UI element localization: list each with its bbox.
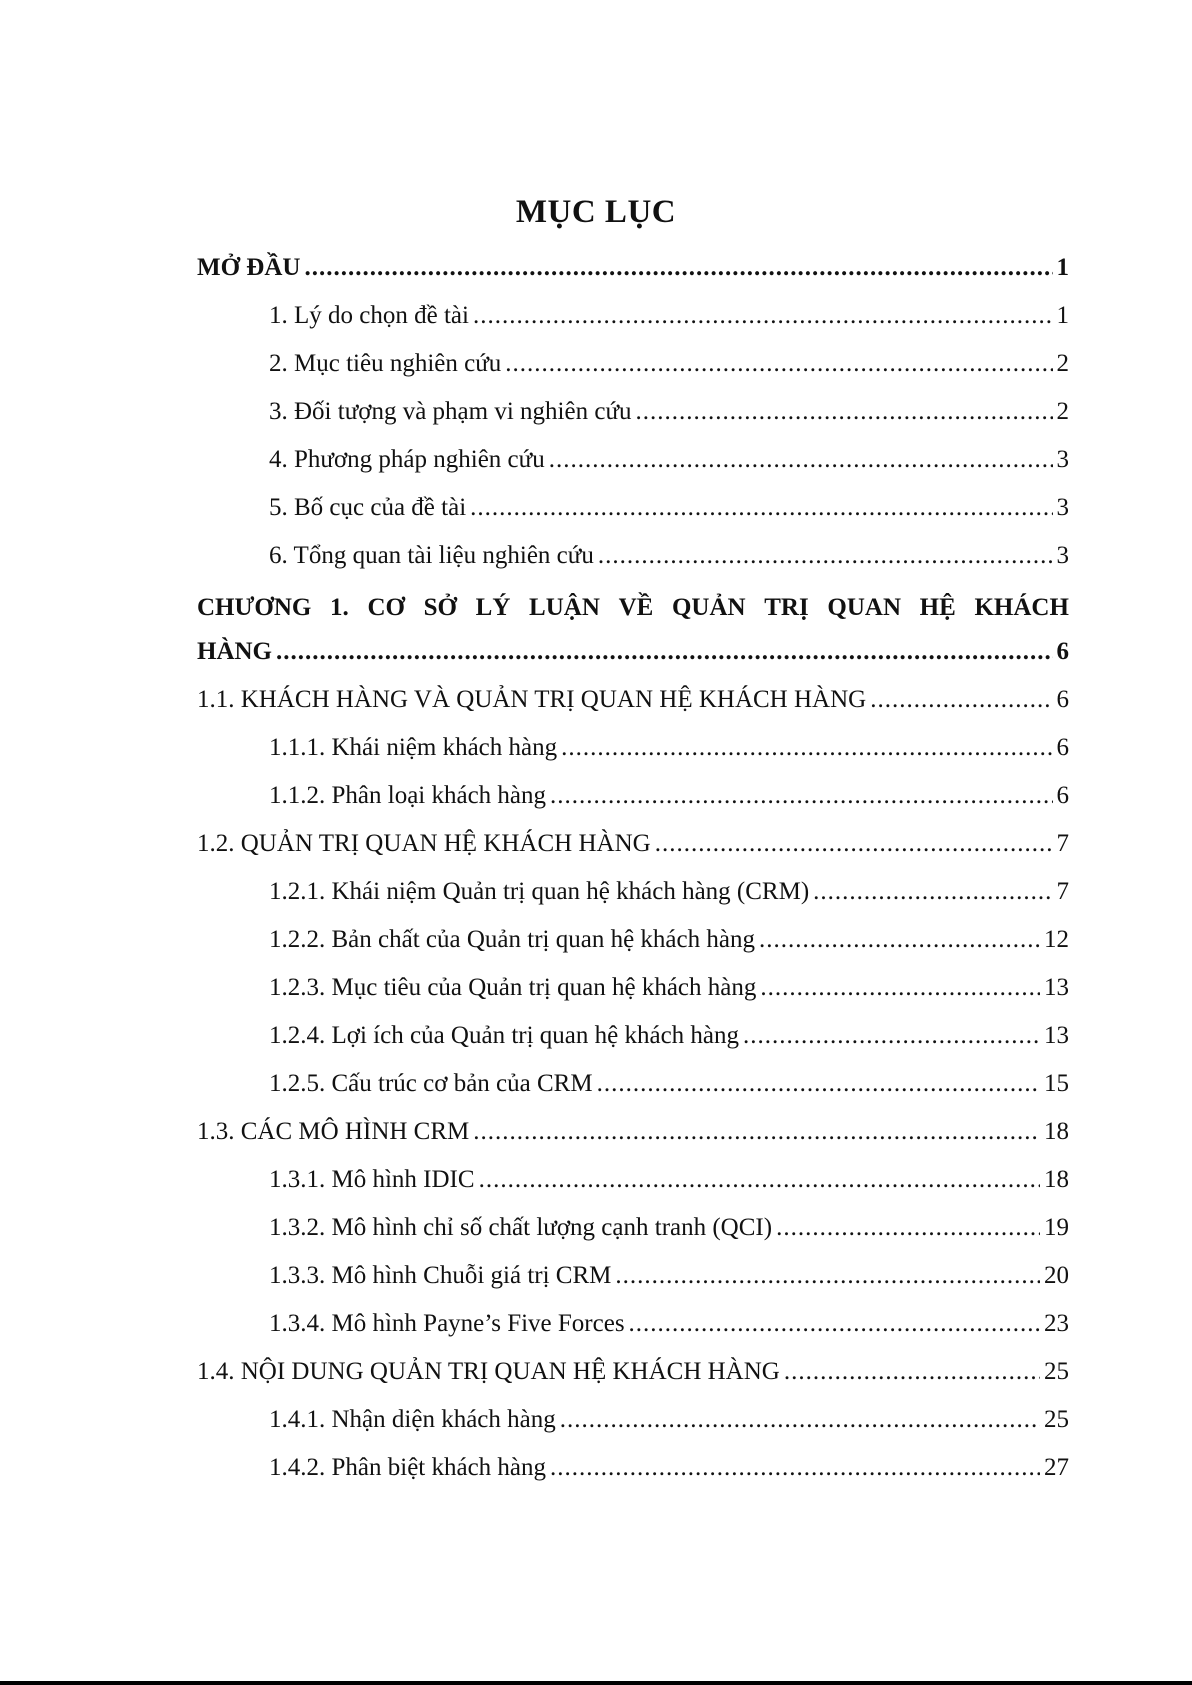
- toc-page-number: 19: [1044, 1214, 1069, 1241]
- dot-leader: [597, 1064, 1040, 1104]
- toc-entry-label: 1.3.2. Mô hình chỉ số chất lượng cạnh tranh (QCI): [269, 1214, 773, 1241]
- dot-leader: [549, 440, 1053, 480]
- chapter-title-word: LÝ: [475, 594, 511, 621]
- toc-title: MỤC LỤC: [515, 194, 677, 230]
- toc-entry[interactable]: [197, 440, 1069, 488]
- toc-page-number: 2: [1056, 398, 1069, 425]
- toc-entry[interactable]: [197, 776, 1069, 824]
- dot-leader: [304, 248, 1052, 288]
- dot-leader: [759, 920, 1040, 960]
- chapter-title-line-1: [197, 584, 1069, 632]
- toc-page-number: 13: [1044, 974, 1069, 1001]
- dot-leader: [776, 1208, 1040, 1248]
- table-of-contents: [197, 248, 1069, 1496]
- toc-page-number: 6: [1056, 734, 1069, 761]
- toc-entry-label: 4. Phương pháp nghiên cứu: [269, 446, 545, 473]
- toc-entry-label: 2. Mục tiêu nghiên cứu: [269, 350, 502, 377]
- chapter-title-word: VỀ: [618, 594, 654, 621]
- dot-leader: [470, 488, 1052, 528]
- dot-leader: [561, 728, 1052, 768]
- toc-page-number: 7: [1056, 830, 1069, 857]
- chapter-title-word: CƠ: [367, 594, 405, 621]
- toc-page-number: 3: [1056, 446, 1069, 473]
- chapter-title-line-2: [197, 632, 1069, 680]
- chapter-title-word: SỞ: [423, 594, 457, 621]
- toc-page-number: 6: [1056, 686, 1069, 713]
- toc-page-number: 23: [1044, 1310, 1069, 1337]
- toc-entry[interactable]: [197, 968, 1069, 1016]
- dot-leader: [636, 392, 1053, 432]
- toc-entry[interactable]: [197, 680, 1069, 728]
- toc-entry[interactable]: [197, 1016, 1069, 1064]
- toc-page-number: 6: [1056, 782, 1069, 809]
- toc-entry-label: 1.3.1. Mô hình IDIC: [269, 1166, 475, 1193]
- chapter-title-word: HỆ: [919, 594, 956, 621]
- chapter-title-word: CHƯƠNG: [197, 594, 312, 621]
- toc-entry-label: 5. Bố cục của đề tài: [269, 494, 467, 521]
- toc-page-number: 25: [1044, 1406, 1069, 1433]
- toc-entry-label: 1.2.3. Mục tiêu của Quản trị quan hệ khách hàng: [269, 974, 757, 1001]
- toc-page-number: 12: [1044, 926, 1069, 953]
- toc-entry-label: 1.2. QUẢN TRỊ QUAN HỆ KHÁCH HÀNG: [197, 830, 651, 857]
- toc-page-number: 13: [1044, 1022, 1069, 1049]
- toc-entry[interactable]: [197, 1448, 1069, 1496]
- chapter-title-word: LUẬN: [529, 594, 600, 621]
- toc-page-number: 18: [1044, 1118, 1069, 1145]
- dot-leader: [560, 1400, 1040, 1440]
- toc-entry-label: 6. Tổng quan tài liệu nghiên cứu: [269, 542, 594, 569]
- toc-entry[interactable]: [197, 1112, 1069, 1160]
- toc-page-number: 18: [1044, 1166, 1069, 1193]
- toc-entry-label: 1.3.4. Mô hình Payne’s Five Forces: [269, 1310, 625, 1337]
- toc-entry-label: 1.4. NỘI DUNG QUẢN TRỊ QUAN HỆ KHÁCH HÀNG: [197, 1358, 780, 1385]
- toc-page-number: 15: [1044, 1070, 1069, 1097]
- chapter-1-sections: [197, 680, 1069, 1496]
- dot-leader: [615, 1256, 1040, 1296]
- toc-entry[interactable]: [197, 728, 1069, 776]
- dot-leader: [276, 632, 1053, 672]
- toc-entry[interactable]: [197, 1064, 1069, 1112]
- toc-entry-label: 1.2.2. Bản chất của Quản trị quan hệ khách hàng: [269, 926, 755, 953]
- dot-leader: [550, 1448, 1040, 1488]
- dot-leader: [473, 296, 1053, 336]
- toc-entry-intro[interactable]: [197, 248, 1069, 296]
- toc-page-number: 3: [1056, 542, 1069, 569]
- toc-entry[interactable]: [197, 296, 1069, 344]
- chapter-title-word: KHÁCH: [974, 594, 1069, 621]
- toc-entry-label: 1.1.2. Phân loại khách hàng: [269, 782, 547, 809]
- dot-leader: [813, 872, 1052, 912]
- toc-page-number: 6: [1056, 638, 1069, 665]
- toc-page-number: 25: [1044, 1358, 1069, 1385]
- toc-entry-label: 1.3.3. Mô hình Chuỗi giá trị CRM: [269, 1262, 612, 1289]
- toc-entry-label: 1.4.1. Nhận diện khách hàng: [269, 1406, 556, 1433]
- toc-page-number: 1: [1056, 302, 1069, 329]
- toc-page-number: 7: [1056, 878, 1069, 905]
- page-bottom-border: [0, 1681, 1192, 1685]
- intro-items: [197, 296, 1069, 584]
- toc-entry-label: 1.1. KHÁCH HÀNG VÀ QUẢN TRỊ QUAN HỆ KHÁCH HÀNG: [197, 686, 867, 713]
- chapter-title-word: TRỊ: [764, 594, 809, 621]
- toc-entry-label: 3. Đối tượng và phạm vi nghiên cứu: [269, 398, 632, 425]
- chapter-title-word: QUẢN: [671, 594, 746, 621]
- dot-leader: [784, 1352, 1040, 1392]
- dot-leader: [598, 536, 1053, 576]
- dot-leader: [550, 776, 1052, 816]
- toc-entry-chapter-1[interactable]: [197, 584, 1069, 680]
- chapter-title-word: QUAN: [827, 594, 901, 621]
- toc-entry[interactable]: [197, 1352, 1069, 1400]
- toc-entry[interactable]: [197, 488, 1069, 536]
- toc-entry[interactable]: [197, 824, 1069, 872]
- toc-entry-label: 1.2.1. Khái niệm Quản trị quan hệ khách hàng (CRM): [269, 878, 810, 905]
- toc-page-number: 3: [1056, 494, 1069, 521]
- dot-leader: [743, 1016, 1040, 1056]
- toc-entry[interactable]: [197, 872, 1069, 920]
- dot-leader: [760, 968, 1040, 1008]
- toc-entry-label: 1.3. CÁC MÔ HÌNH CRM: [197, 1118, 470, 1145]
- toc-entry[interactable]: [197, 392, 1069, 440]
- toc-page-number: 2: [1056, 350, 1069, 377]
- dot-leader: [473, 1112, 1040, 1152]
- toc-entry[interactable]: [197, 1256, 1069, 1304]
- toc-entry-label: 1. Lý do chọn đề tài: [269, 302, 469, 329]
- toc-page-number: 27: [1044, 1454, 1069, 1481]
- toc-entry-label: 1.4.2. Phân biệt khách hàng: [269, 1454, 547, 1481]
- toc-entry-label: MỞ ĐẦU: [197, 254, 301, 281]
- toc-entry[interactable]: [197, 536, 1069, 584]
- chapter-title-word: 1.: [330, 594, 349, 621]
- toc-entry-label: 1.2.4. Lợi ích của Quản trị quan hệ khách hàng: [269, 1022, 740, 1049]
- toc-entry-label: 1.1.1. Khái niệm khách hàng: [269, 734, 558, 761]
- toc-entry[interactable]: [197, 920, 1069, 968]
- toc-entry[interactable]: [197, 1160, 1069, 1208]
- toc-entry-label: 1.2.5. Cấu trúc cơ bản của CRM: [269, 1070, 593, 1097]
- toc-page-number: 1: [1056, 254, 1069, 281]
- dot-leader: [505, 344, 1052, 384]
- dot-leader: [479, 1160, 1040, 1200]
- dot-leader: [870, 680, 1052, 720]
- toc-entry[interactable]: [197, 1208, 1069, 1256]
- toc-entry-label: HÀNG: [197, 638, 272, 665]
- toc-entry[interactable]: [197, 1400, 1069, 1448]
- toc-page-number: 20: [1044, 1262, 1069, 1289]
- toc-entry[interactable]: [197, 1304, 1069, 1352]
- dot-leader: [629, 1304, 1040, 1344]
- dot-leader: [655, 824, 1053, 864]
- toc-entry[interactable]: [197, 344, 1069, 392]
